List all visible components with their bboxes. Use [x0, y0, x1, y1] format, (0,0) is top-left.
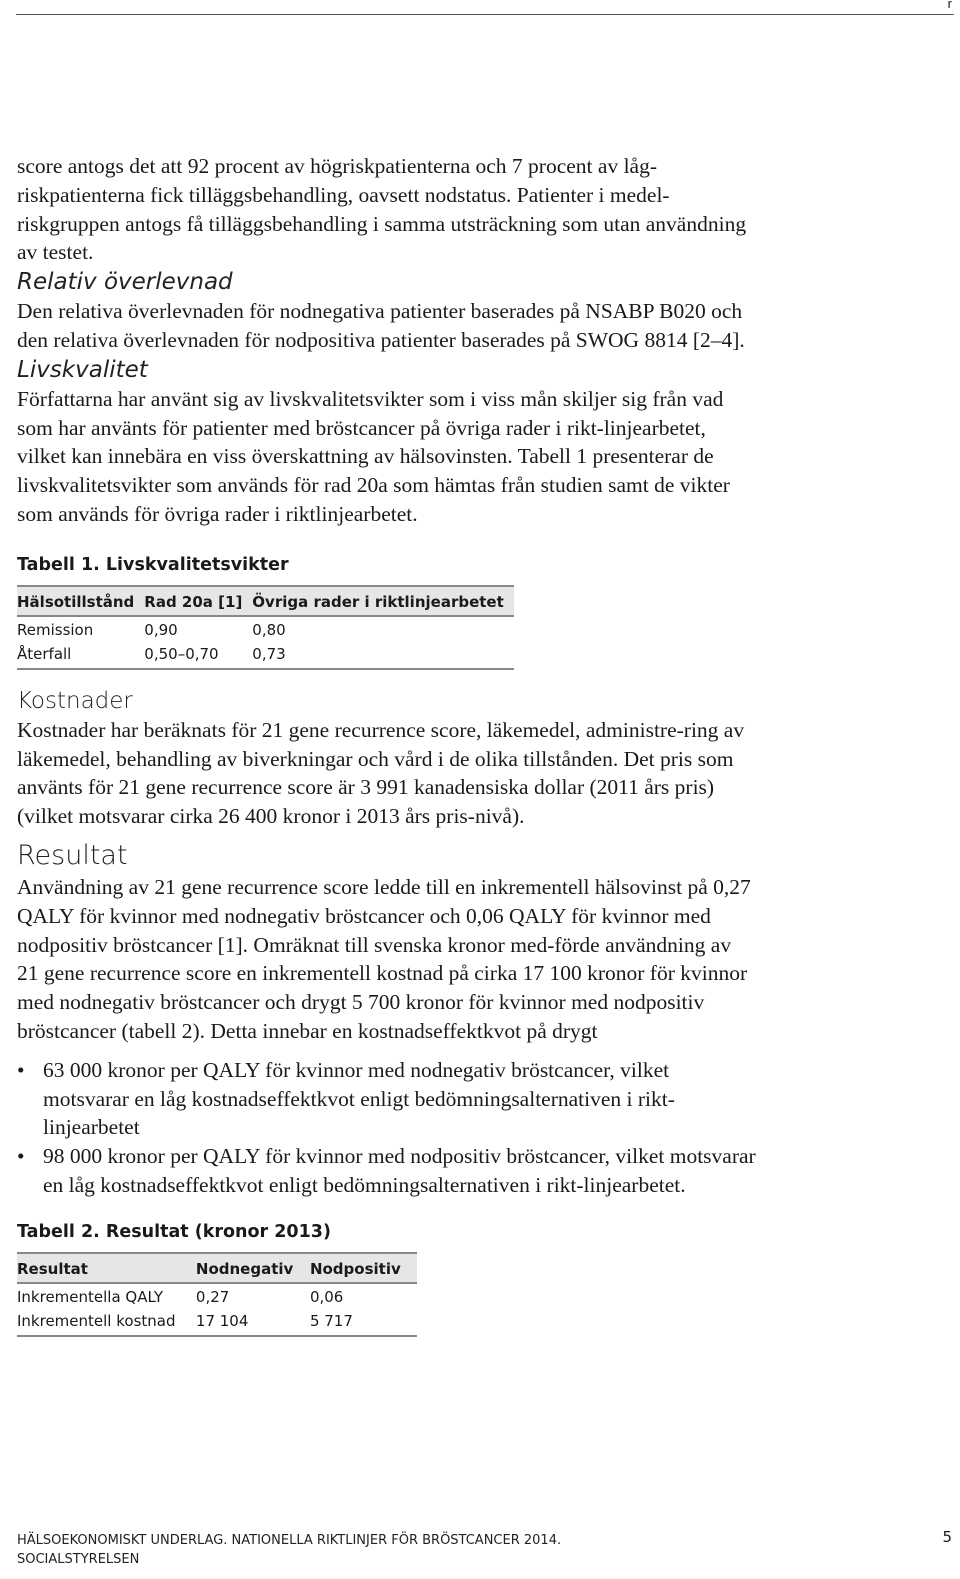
table2-cell: 5 717 [310, 1308, 417, 1336]
table2-cell: 0,06 [309, 1287, 344, 1306]
table2 [17, 1252, 417, 1337]
kostnader-paragraph: Kostnader har beräknats för 21 gene recurrence score, läkemedel, administre-ring av läkemedel, behandling av biverkningar och vård i de olika tillstånden. Det pris som använts för 21 gene recurrence score är 3 991 kanadensiska dollar (2011 års pris) (vilket motsvarar cirka 26 400 kronor i 2013 års pris-nivå). [17, 717, 745, 829]
bullet-icon: • [17, 1057, 25, 1082]
table1-cell: 0,50–0,70 [144, 641, 252, 669]
table1-header-cell: Hälsotillstånd [17, 586, 144, 616]
resultat-heading: Resultat [17, 839, 128, 871]
page-number: 5 [942, 1528, 952, 1546]
list-item-text: 63 000 kronor per QALY för kvinnor med nodnegativ bröstcancer, vilket motsvarar en låg kostnadseffektkvot enligt bedömningsalternativen i rikt-linjearbetet [43, 1057, 675, 1140]
list-item [17, 1142, 757, 1200]
intro-paragraph: score antogs det att 92 procent av högriskpatienterna och 7 procent av låg-riskpatienterna fick tilläggsbehandling, oavsett nodstatus. Patienter i medel-riskgruppen antogs få tilläggsbehandling i samma utsträckning som utan användning av testet. [17, 154, 747, 265]
page-content [17, 152, 757, 1337]
kostnader-heading: Kostnader [17, 687, 133, 714]
livskvalitet-paragraph: Författarna har använt sig av livskvalitetsvikter som i viss mån skiljer sig från vad som har använts för patienter med bröstcancer på övriga rader i rikt-linjearbetet, vilket kan innebära en viss överskattning av hälsovinsten. Tabell 1 presenterar de livskvalitetsvikter som används för rad 20a som hämtas från studien samt de vikter som används för övriga rader i riktlinjearbetet. [17, 386, 730, 526]
list-item-text: 98 000 kronor per QALY för kvinnor med nodpositiv bröstcancer, vilket motsvarar en låg kostnadseffektkvot enligt bedömningsalternativen i rikt-linjearbetet. [43, 1144, 756, 1197]
resultat-bullet-list [17, 1056, 757, 1200]
table2-cell: Inkrementella QALY [17, 1287, 164, 1306]
table2-header-row [17, 1253, 417, 1283]
footer-title: HÄLSOEKONOMISKT UNDERLAG. NATIONELLA RIKTLINJER FÖR BRÖSTCANCER 2014. [17, 1533, 562, 1548]
table2-header-cell: Nodnegativ [196, 1253, 310, 1283]
table1-header-cell: Rad 20a [1] [144, 586, 252, 616]
relativ-heading: Relativ överlevnad [17, 269, 233, 296]
table2-header-cell: Resultat [17, 1253, 196, 1283]
table1 [17, 585, 514, 670]
table1-header-cell: Övriga rader i riktlinjearbetet [252, 586, 513, 616]
table1-cell: Remission [17, 620, 94, 639]
table-row [17, 616, 514, 641]
table1-cell: 0,90 [144, 620, 178, 639]
resultat-paragraph: Användning av 21 gene recurrence score ledde till en inkrementell hälsovinst på 0,27 QALY för kvinnor med nodnegativ bröstcancer och 0,06 QALY för kvinnor med nodpositiv bröstcancer [1]. Omräknat till svenska kronor med-förde användning av 21 gene recurrence score en inkrementell kostnad på cirka 17 100 kronor för kvinnor med nodnegativ bröstcancer och drygt 5 700 kronor för kvinnor med nodpositiv bröstcancer (tabell 2). Detta innebar en kostnadseffektkvot på drygt [17, 874, 751, 1043]
relativ-paragraph: Den relativa överlevnaden för nodnegativa patienter baserades på NSABP B020 och den relativa överlevnaden för nodpositiva patienter baserades på SWOG 8814 [2–4]. [17, 299, 745, 352]
table2-caption: Tabell 2. Resultat (kronor 2013) [17, 1221, 331, 1242]
table-row [17, 1308, 417, 1336]
table1-caption: Tabell 1. Livskvalitetsvikter [17, 554, 289, 575]
table1-cell: Återfall [17, 641, 144, 669]
list-item [17, 1056, 757, 1142]
page-footer [17, 1531, 561, 1569]
table1-cell: 0,80 [252, 620, 286, 639]
table-row [17, 1283, 417, 1308]
table2-cell: Inkrementell kostnad [17, 1308, 196, 1336]
table2-cell: 17 104 [196, 1308, 310, 1336]
footer-publisher: SOCIALSTYRELSEN [17, 1552, 140, 1567]
livskvalitet-heading: Livskvalitet [17, 356, 148, 383]
table1-header-row [17, 586, 514, 616]
table-row [17, 641, 514, 669]
header-corner-mark: r [947, 0, 952, 11]
table1-cell: 0,73 [252, 641, 513, 669]
bullet-icon: • [17, 1144, 25, 1169]
table2-header-cell: Nodpositiv [310, 1253, 417, 1283]
table2-cell: 0,27 [195, 1287, 230, 1306]
header-rule [16, 14, 954, 15]
